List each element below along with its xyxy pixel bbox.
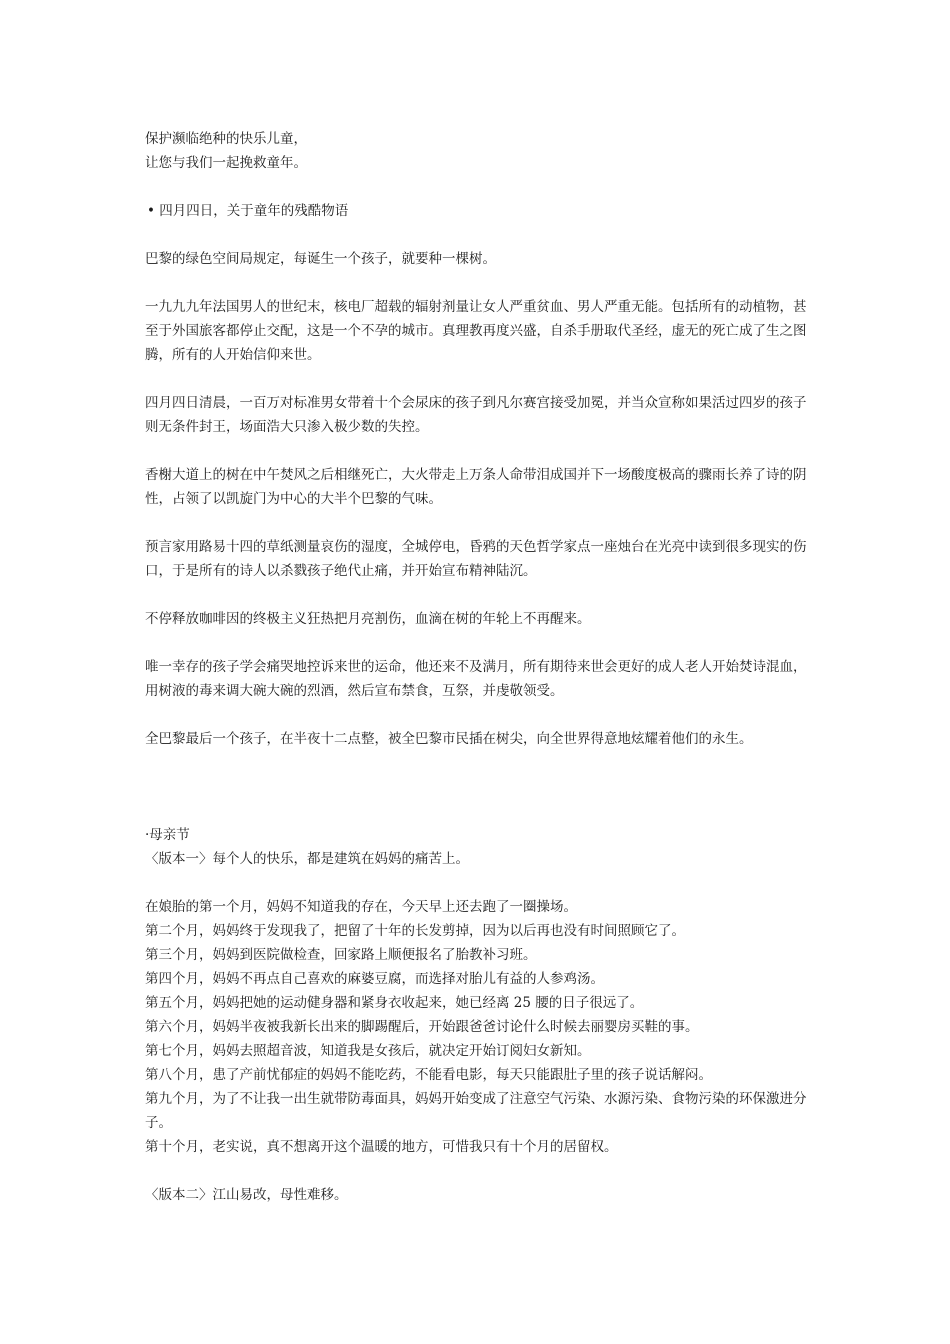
- section1-paragraph: 预言家用路易十四的草纸测量哀伤的湿度，全城停电，昏鸦的天色哲学家点一座烛台在光亮中读到很多现实的伤口，于是所有的诗人以杀戮孩子绝代止痛，并开始宣布精神陆沉。: [145, 539, 807, 579]
- month-line: 第二个月，妈妈终于发现我了，把留了十年的长发剪掉，因为以后再也没有时间照顾它了。: [145, 923, 685, 939]
- version1-line: 〈版本一〉每个人的快乐，都是建筑在妈妈的痛苦上。: [145, 851, 469, 867]
- intro-line-1: 保护濒临绝种的快乐儿童，: [145, 131, 307, 147]
- month-line: 在娘胎的第一个月，妈妈不知道我的存在，今天早上还去跑了一圈操场。: [145, 899, 577, 915]
- spacer: [145, 871, 815, 895]
- month-line: 第七个月，妈妈去照超音波，知道我是女孩后，就决定开始订阅妇女新知。: [145, 1043, 591, 1059]
- spacer: [145, 631, 815, 655]
- spacer: [145, 703, 815, 727]
- spacer: [145, 271, 815, 295]
- section1-paragraph: 唯一幸存的孩子学会痛哭地控诉来世的运命，他还来不及满月，所有期待来世会更好的成人老人开始焚诗混血，用树液的毒来调大碗大碗的烈酒，然后宣布禁食，互祭，并虔敬领受。: [145, 659, 807, 699]
- intro-line-2: 让您与我们一起挽救童年。: [145, 155, 307, 171]
- document-page: [145, 127, 815, 1207]
- spacer: [145, 367, 815, 391]
- version2-line: 〈版本二〉江山易改，母性难移。: [145, 1187, 348, 1203]
- spacer: [145, 751, 815, 823]
- section1-paragraph: 四月四日清晨，一百万对标准男女带着十个会尿床的孩子到凡尔赛宫接受加冕，并当众宣称如果活过四岁的孩子则无条件封王，场面浩大只渗入极少数的失控。: [145, 395, 807, 435]
- month-line: 第八个月，患了产前忧郁症的妈妈不能吃药，不能看电影，每天只能跟肚子里的孩子说话解闷。: [145, 1067, 712, 1083]
- month-line: 第十个月，老实说，真不想离开这个温暖的地方，可惜我只有十个月的居留权。: [145, 1139, 618, 1155]
- section2-heading: ·母亲节: [145, 827, 190, 843]
- section1-heading: • 四月四日，关于童年的残酷物语: [147, 203, 349, 219]
- section1-paragraph: 香榭大道上的树在中午焚风之后相继死亡，大火带走上万条人命带泪成国并下一场酸度极高的骤雨长养了诗的阴性，占领了以凯旋门为中心的大半个巴黎的气味。: [145, 467, 807, 507]
- spacer: [145, 223, 815, 247]
- spacer: [145, 583, 815, 607]
- section1-paragraph: 不停释放咖啡因的终极主义狂热把月亮割伤，血滴在树的年轮上不再醒来。: [145, 611, 591, 627]
- section1-paragraph: 全巴黎最后一个孩子，在半夜十二点整，被全巴黎市民插在树尖，向全世界得意地炫耀着他们的永生。: [145, 731, 753, 747]
- month-line: 第五个月，妈妈把她的运动健身器和紧身衣收起来，她已经离 25 腰的日子很远了。: [145, 995, 644, 1011]
- section1-paragraph: 巴黎的绿色空间局规定，每诞生一个孩子，就要种一棵树。: [145, 251, 496, 267]
- spacer: [145, 1159, 815, 1183]
- section1-paragraph: 一九九九年法国男人的世纪末，核电厂超载的辐射剂量让女人严重贫血、男人严重无能。包括所有的动植物，甚至于外国旅客都停止交配，这是一个不孕的城市。真理教再度兴盛，自杀手册取代圣经，虚无的死亡成了生之图腾，所有的人开始信仰来世。: [145, 299, 807, 363]
- spacer: [145, 511, 815, 535]
- month-line: 第九个月，为了不让我一出生就带防毒面具，妈妈开始变成了注意空气污染、水源污染、食物污染的环保激进分子。: [145, 1091, 807, 1131]
- month-line: 第三个月，妈妈到医院做检查，回家路上顺便报名了胎教补习班。: [145, 947, 537, 963]
- month-line: 第六个月，妈妈半夜被我新长出来的脚踢醒后，开始跟爸爸讨论什么时候去丽婴房买鞋的事。: [145, 1019, 699, 1035]
- month-line: 第四个月，妈妈不再点自己喜欢的麻婆豆腐，而选择对胎儿有益的人参鸡汤。: [145, 971, 604, 987]
- spacer: [145, 175, 815, 199]
- spacer: [145, 439, 815, 463]
